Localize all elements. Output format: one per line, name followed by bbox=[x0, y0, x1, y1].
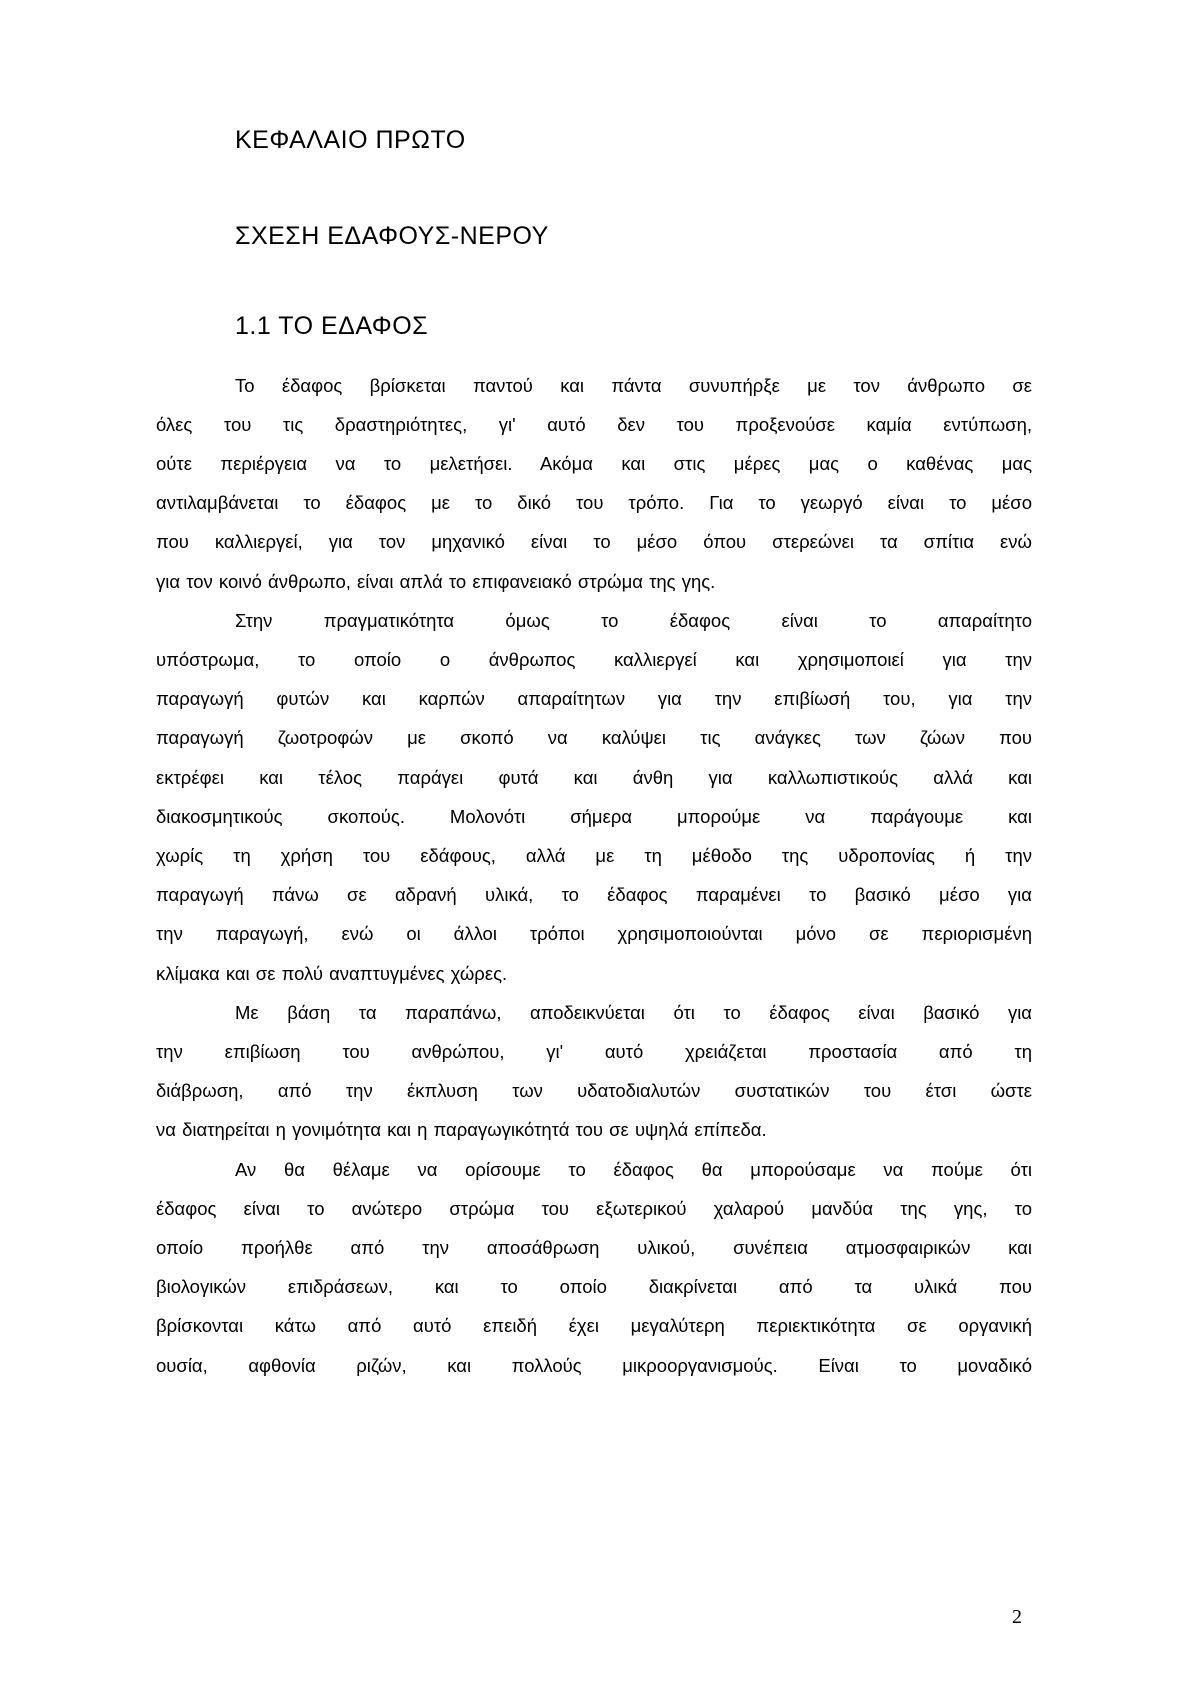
text-line: κλίμακα και σε πολύ αναπτυγμένες χώρες. bbox=[156, 963, 508, 984]
text-line: βρίσκονται κάτω από αυτό επειδή έχει μεγαλύτερη περιεκτικότητα σε οργανική bbox=[156, 1315, 1032, 1336]
page-number: 2 bbox=[1012, 1606, 1022, 1628]
text-line: αντιλαμβάνεται το έδαφος με το δικό του τρόπο. Για το γεωργό είναι το μέσο bbox=[156, 492, 1032, 513]
text-line: Στην πραγματικότητα όμως το έδαφος είναι το απαραίτητο bbox=[235, 610, 1032, 631]
text-line: χωρίς τη χρήση του εδάφους, αλλά με τη μέθοδο της υδροπονίας ή την bbox=[156, 845, 1032, 866]
text-line: την παραγωγή, ενώ οι άλλοι τρόποι χρησιμοποιούνται μόνο σε περιορισμένη bbox=[156, 923, 1032, 944]
text-line: την επιβίωση του ανθρώπου, γι' αυτό χρειάζεται προστασία από τη bbox=[156, 1041, 1032, 1062]
text-line: όλες του τις δραστηριότητες, γι' αυτό δεν του προξενούσε καμία εντύπωση, bbox=[156, 414, 1032, 435]
text-line: οποίο προήλθε από την αποσάθρωση υλικού, συνέπεια ατμοσφαιρικών και bbox=[156, 1237, 1032, 1258]
text-line: που καλλιεργεί, για τον μηχανικό είναι το μέσο όπου στερεώνει τα σπίτια ενώ bbox=[156, 531, 1032, 552]
text-line: για τον κοινό άνθρωπο, είναι απλά το επιφανειακό στρώμα της γης. bbox=[156, 571, 716, 592]
text-line: παραγωγή πάνω σε αδρανή υλικά, το έδαφος παραμένει το βασικό μέσο για bbox=[156, 884, 1032, 905]
section-heading: 1.1 ΤΟ ΕΔΑΦΟΣ bbox=[235, 312, 429, 340]
text-line: Το έδαφος βρίσκεται παντού και πάντα συνυπήρξε με τον άνθρωπο σε bbox=[235, 375, 1032, 396]
text-line: παραγωγή φυτών και καρπών απαραίτητων για την επιβίωσή του, για την bbox=[156, 688, 1032, 709]
text-line: ουσία, αφθονία ριζών, και πολλούς μικροοργανισμούς. Είναι το μοναδικό bbox=[156, 1355, 1032, 1376]
text-line: εκτρέφει και τέλος παράγει φυτά και άνθη για καλλωπιστικούς αλλά και bbox=[156, 767, 1032, 788]
text-line: Με βάση τα παραπάνω, αποδεικνύεται ότι το έδαφος είναι βασικό για bbox=[235, 1002, 1032, 1023]
text-line: διακοσμητικούς σκοπούς. Μολονότι σήμερα μπορούμε να παράγουμε και bbox=[156, 806, 1032, 827]
text-line: διάβρωση, από την έκπλυση των υδατοδιαλυτών συστατικών του έτσι ώστε bbox=[156, 1080, 1032, 1101]
text-line: ούτε περιέργεια να το μελετήσει. Ακόμα και στις μέρες μας ο καθένας μας bbox=[156, 453, 1032, 474]
text-line: υπόστρωμα, το οποίο ο άνθρωπος καλλιεργεί και χρησιμοποιεί για την bbox=[156, 649, 1032, 670]
text-line: παραγωγή ζωοτροφών με σκοπό να καλύψει τις ανάγκες των ζώων που bbox=[156, 727, 1032, 748]
chapter-heading: ΚΕΦΑΛΑΙΟ ΠΡΩΤΟ bbox=[235, 126, 466, 154]
text-line: να διατηρείται η γονιμότητα και η παραγωγικότητά του σε υψηλά επίπεδα. bbox=[156, 1119, 767, 1140]
text-line: βιολογικών επιδράσεων, και το οποίο διακρίνεται από τα υλικά που bbox=[156, 1276, 1032, 1297]
text-line: έδαφος είναι το ανώτερο στρώμα του εξωτερικού χαλαρού μανδύα της γης, το bbox=[156, 1198, 1032, 1219]
text-line: Αν θα θέλαμε να ορίσουμε το έδαφος θα μπορούσαμε να πούμε ότι bbox=[235, 1159, 1032, 1180]
chapter-title: ΣΧΕΣΗ ΕΔΑΦΟΥΣ-ΝΕΡΟΥ bbox=[235, 222, 549, 250]
